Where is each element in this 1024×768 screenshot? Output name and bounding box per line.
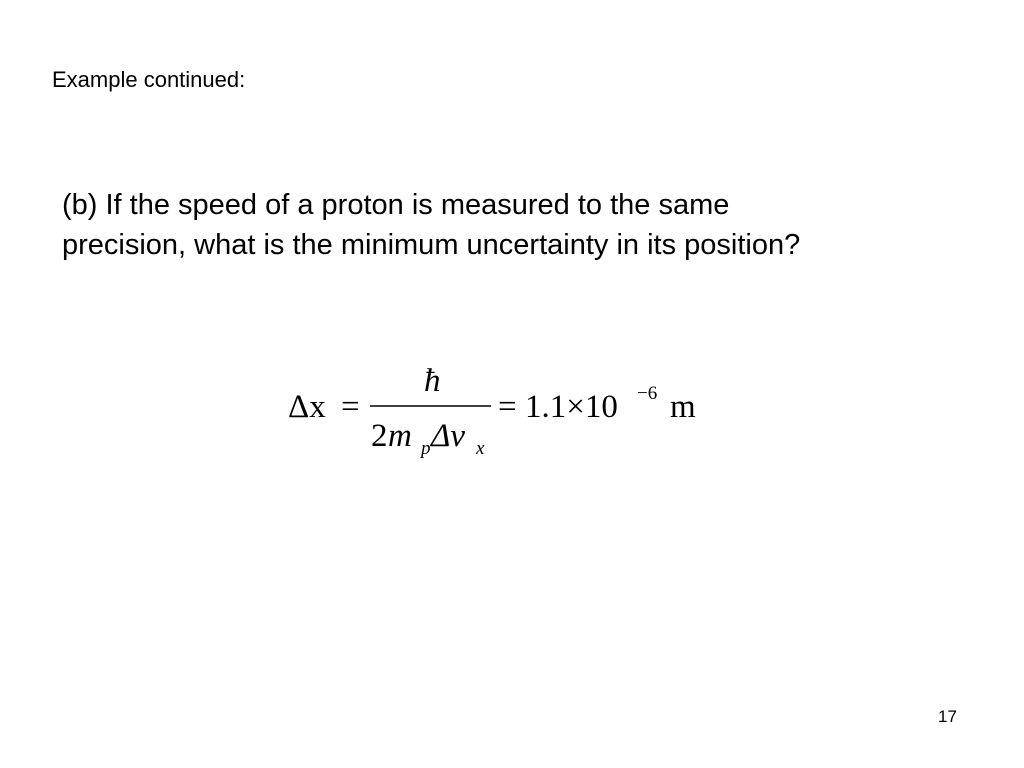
equation-equals-1: = — [341, 389, 360, 425]
page-number: 17 — [938, 707, 957, 726]
uncertainty-equation — [280, 355, 720, 470]
question-text — [62, 185, 962, 265]
question-line-2: precision, what is the minimum uncertainty in its position? — [62, 229, 801, 261]
equation-lhs: Δx — [288, 389, 326, 425]
denominator-mass-subscript: p — [421, 438, 431, 459]
equation-value: 1.1×10 — [525, 389, 618, 425]
denominator-coefficient: 2 — [371, 418, 388, 454]
slide-heading: Example continued: — [52, 67, 246, 92]
equation-equals-2: = — [498, 389, 517, 425]
question-line-1: (b) If the speed of a proton is measured to the same — [62, 189, 730, 221]
denominator-v-subscript: x — [476, 438, 485, 459]
equation-exponent: −6 — [637, 383, 658, 404]
denominator-delta-v: Δv — [431, 418, 466, 454]
equation-numerator: ħ — [424, 363, 441, 399]
denominator-mass: m — [388, 418, 412, 454]
equation-unit: m — [670, 389, 696, 425]
